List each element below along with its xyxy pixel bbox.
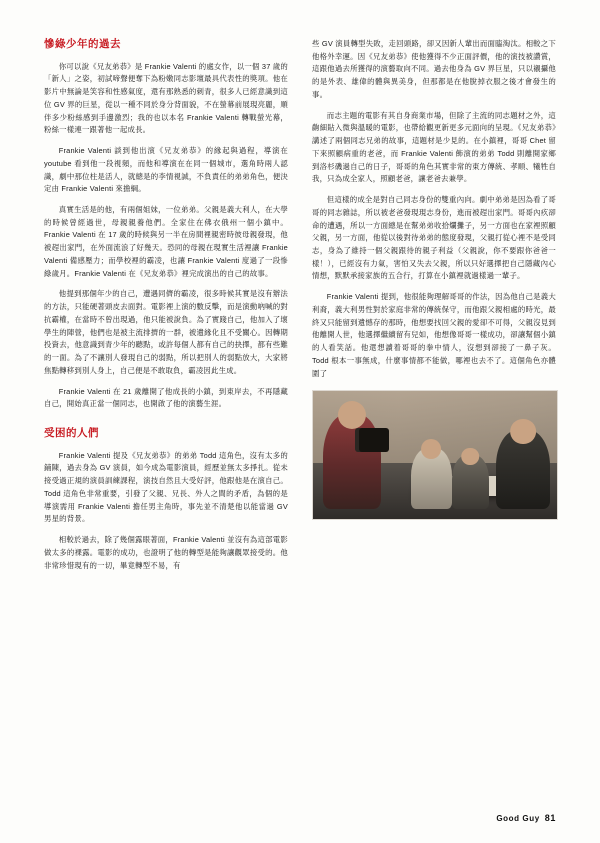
page-footer bbox=[496, 813, 556, 823]
page-number: 81 bbox=[544, 813, 556, 823]
paragraph: Frankie Valenti 提到，他很能夠理解哥哥的作法，因為他自己是義大利裔，義大利男性對於家庭非常的傳統保守，而他跟父親相處的時光，最終又只能留到遺憾存的那時，他想要找回父親的愛卻不可得，父親沒見到他離開人世，他選擇繼續留有兒如，他想像哥哥一樣成功，卻讓幫個小鎮的人看笑話。他還想讀着哥哥的拳中情人，沒想到卻接了一鼻子灰。Todd 根本一事無成，什麼事情都不能做，哪裡也去不了。這個角色亦體圍了 bbox=[312, 292, 556, 378]
paragraph: 但這樣的成全是對自己同志身份的雙重內向。劇中弟弟是因為看了哥哥的同志雜誌，所以被老爸發現現志身份，進而被趕出家門。哥哥內疚卻命的遭遇，所以一方面總是在幫弟弟收拾爛攤子，另一方面也在家裡照顧父親，另一方面，他從以後對待弟弟的態度發現，父親打從心裡不是受同志，身為了維持一個父親跟待的親子利益（父親說，你不要跟你爸爸一樣！），已經沒有力氣，害怕又失去父親，所以只好選擇把自己隱藏內心情想，默默承接家族的五合行，打算在小鎮裡就過樣過一輩子。 bbox=[312, 195, 556, 281]
paragraph: Frankie Valenti 提及《兄友弟恭》的弟弟 Todd 這角色，沒有太多的鋪陳，過去身為 GV 演員，如今成為電影演員，經歷並無太多掙扎。從未接受過正規的演員訓練課程，演技自然且大受好評，他跟他是在演自己。Todd 這角色非常重要，引發了父親、兄長、外人之間的矛盾，為個的是導演需用 Frankie Valenti 擔任男主角時，事先並不清楚他以能當過 GV 男星的背景。 bbox=[44, 450, 288, 524]
photo-actor-middle bbox=[452, 455, 489, 509]
paragraph: Frankie Valenti 談到他出演《兄友弟恭》的緣起與過程，導演在 youtube 看到他一段視頻，而他和導演在在同一個城市，選角時兩人認識，劇中那位柱是活人，就總是的李情視誠，不負責任的弟弟角色，便決定由 Frankie Valenti 來擔綱。 bbox=[44, 146, 288, 194]
photo-actor-left bbox=[411, 448, 452, 509]
paragraph: Frankie Valenti 在 21 歲離開了他成長的小鎮，到東岸去，不再隱藏自己，開始真正當一個同志，也開啟了他的演藝生涯。 bbox=[44, 386, 288, 409]
paragraph: 他提到那個年少的自己，遭遇同儕的霸凌，很多時候其實是沒有辦法的方法，只能硬著頭皮去面對。電影裡上演的數反擊，而是演動吶喊的對抗霸權，在當時不曾出現過，他只能被說負。為了實踐自己，他加入了壞學生的陣營，他們也是被主流排擠的一群，被遺緣化且不受關心。因轉期投資去，他意識到青少年的聽點，或許每個人都有自己的抉擇，都有些難的一面。為了不讓別人發現自己的弱點，所以把別人的弱點放大，大家將焦點轉移到別人身上，自己便是不敢取負，霸凌因此生成。 bbox=[44, 289, 288, 375]
section-heading-trapped: 受困的人們 bbox=[44, 427, 99, 439]
right-column bbox=[312, 38, 556, 793]
magazine-title: Good Guy bbox=[496, 814, 540, 823]
paragraph: 而志主題的電影有其自身商業市場，但除了主流的同志題材之外，這齣細貼入微與溫暖的電影，也帶給觀更新更多元面向的呈現。《兄友弟恭》講述了兩個同志兄弟的故事，這題材是少見的。在小鎮裡，哥哥 Chet 留下來照顧病重的老爸，而 Frankie Valenti 飾演的弟弟 Todd 則離開家鄉到洛杉磯過自己的日子，哥哥的角色其實非常的東方傳統、孝順、犧牲自我，只為成全家人，照顧老爸，讓老爸去兼學。 bbox=[312, 110, 556, 184]
section-heading-past: 慘綠少年的過去 bbox=[44, 38, 121, 50]
film-production-photo bbox=[312, 390, 558, 520]
photo-crew-right bbox=[496, 430, 550, 509]
paragraph: 真實生活是的他，有兩個姐妹，一位弟弟。父親是義大利人，在大學的時候曾經過世，母親親養他們。全家住在佛衣俄州一個小鎮中。Frankie Valenti 在 17 歲的時候與另一半在房間裡親密時彼母親發現，他被趕出家門，在外面流浪了好幾天。恐同的母親在現實生活裡讓 Frankie Valenti 備感壓力；而學校裡的霸凌，也讓 Frankie Valenti 度過了一段慘綠歲月。Frankie Valenti 在《兄友弟恭》裡完成演出的自己的故事。 bbox=[44, 204, 288, 278]
photo-camera-operator bbox=[323, 414, 382, 509]
paragraph: 你可以說《兄友弟恭》是 Frankie Valenti 的處女作，以一個 37 歲的「新人」之姿，初試啼聲便奪下為粉嫩同志影壇最具代表性的獎項。他在影片中無論是笑容和性感氣度，還有那熟悉的刺青，很多人已經意識到這位 GV 界的巨星，從以一種不同於身分背面貌，不在螢幕前展現亮麗，順伴多少粉絲感到手邊激烈；我的也以本名 Frankie Valenti 轉戰螢光幕，粉絲一樣連一跟著他一起成長。 bbox=[44, 61, 288, 135]
paragraph: 相較於過去，除了幾個露眼著面，Frankie Valenti 並沒有為這部電影做太多的裸露。電影的成功，也證明了他的轉型是能夠讓觀眾接受的。他非常珍惜現有的一切，畢竟轉型不易，有 bbox=[44, 535, 288, 570]
article-columns bbox=[44, 38, 556, 793]
left-column bbox=[44, 38, 288, 793]
paragraph: 些 GV 演員轉型失敗，走回頭路，卻又因新人輩出而面臨淘汰。相較之下他格外幸運。因《兄友弟恭》使他獲得不少正面評價，他的演技被讚賞，這跟他過去所獲得的演藝取向不同。過去他身為 GV 界巨星，只以襯攝他的是外表、雄偉的體與異美身，但那都是在他脫掉衣服之後才會發生的事。 bbox=[312, 39, 556, 99]
